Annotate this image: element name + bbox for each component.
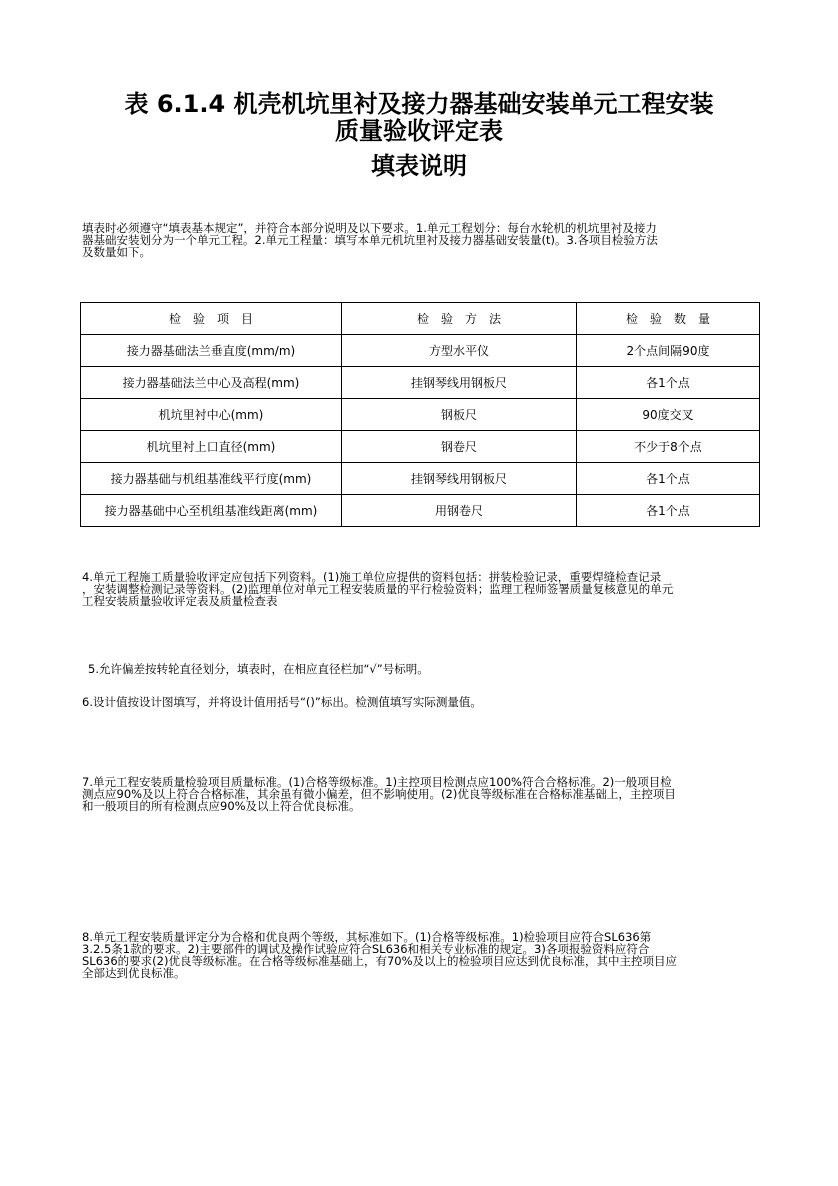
header-cell: 检 验 数 量 [577, 303, 760, 335]
quantity-cell: 各1个点 [577, 495, 760, 527]
text-line: 和一般项目的所有检测点应90%及以上符合优良标准。 [82, 799, 361, 813]
note-4 [82, 571, 762, 607]
note-8 [82, 931, 762, 979]
table-row [81, 399, 760, 431]
text-line: ，安装调整检测记录等资料。(2)监理单位对单元工程安装质量的平行检验资料；监理工程师签署质量复核意见的单元 [82, 582, 674, 596]
item-cell: 接力器基础中心至机组基准线距离(mm) [81, 495, 342, 527]
text-line: 器基础安装划分为一个单元工程。2.单元工程量：填写本单元机坑里衬及接力器基础安装量(t)。3.各项目检验方法 [82, 233, 658, 247]
item-cell: 接力器基础与机组基准线平行度(mm) [81, 463, 342, 495]
item-cell: 机坑里衬上口直径(mm) [81, 431, 342, 463]
note-6: 6.设计值按设计图填写，并将设计值用括号“()”标出。检测值填写实际测量值。 [82, 695, 482, 709]
table-row [81, 367, 760, 399]
quantity-cell: 各1个点 [577, 463, 760, 495]
text-line: 全部达到优良标准。 [82, 966, 186, 980]
quantity-cell: 90度交叉 [577, 399, 760, 431]
table-row [81, 495, 760, 527]
item-cell: 接力器基础法兰垂直度(mm/m) [81, 335, 342, 367]
method-cell: 方型水平仪 [342, 335, 577, 367]
note-5: 5.允许偏差按转轮直径划分，填表时，在相应直径栏加“√”号标明。 [88, 662, 429, 676]
text-line: 测点应90%及以上符合合格标准，其余虽有微小偏差，但不影响使用。(2)优良等级标准在合格标准基础上，主控项目 [82, 787, 676, 801]
title-line-1: 表 6.1.4 机壳机坑里衬及接力器基础安装单元工程安装 [124, 90, 714, 118]
title-line-2: 质量验收评定表 [335, 117, 503, 145]
header-cell: 检 验 项 目 [81, 303, 342, 335]
quantity-cell: 2个点间隔90度 [577, 335, 760, 367]
method-cell: 钢板尺 [342, 399, 577, 431]
text-line: SL636的要求(2)优良等级标准。在合格等级标准基础上，有70%及以上的检验项目应达到优良标准，其中主控项目应 [82, 954, 678, 968]
quantity-cell: 各1个点 [577, 367, 760, 399]
text-line: 工程安装质量验收评定表及质量检查表 [82, 594, 278, 608]
method-cell: 钢卷尺 [342, 431, 577, 463]
note-7 [82, 776, 762, 812]
item-cell: 机坑里衬中心(mm) [81, 399, 342, 431]
intro-paragraph [82, 222, 762, 258]
method-cell: 挂钢琴线用钢板尺 [342, 463, 577, 495]
text-line: 4.单元工程施工质量验收评定应包括下列资料。(1)施工单位应提供的资料包括：拼装检验记录，重要焊缝检查记录 [82, 570, 662, 584]
inspection-table [80, 302, 760, 527]
quantity-cell: 不少于8个点 [577, 431, 760, 463]
text-line: 8.单元工程安装质量评定分为合格和优良两个等级，其标准如下。(1)合格等级标准。1)检验项目应符合SL636第 [82, 930, 652, 944]
text-line: 及数量如下。 [82, 245, 151, 259]
table-row [81, 431, 760, 463]
table-row [81, 463, 760, 495]
table-row [81, 335, 760, 367]
text-line: 7.单元工程安装质量检验项目质量标准。(1)合格等级标准。1)主控项目检测点应100%符合合格标准。2)一般项目检 [82, 775, 672, 789]
item-cell: 接力器基础法兰中心及高程(mm) [81, 367, 342, 399]
text-line: 填表时必须遵守“填表基本规定”，并符合本部分说明及以下要求。1.单元工程划分：每台水轮机的机坑里衬及接力 [82, 221, 657, 235]
method-cell: 挂钢琴线用钢板尺 [342, 367, 577, 399]
header-cell: 检 验 方 法 [342, 303, 577, 335]
subtitle: 填表说明 [371, 152, 467, 180]
text-line: 3.2.5条1款的要求。2)主要部件的调试及操作试验应符合SL636和相关专业标准的规定。3)各项报验资料应符合 [82, 942, 650, 956]
table-header-row [81, 303, 760, 335]
method-cell: 用钢卷尺 [342, 495, 577, 527]
